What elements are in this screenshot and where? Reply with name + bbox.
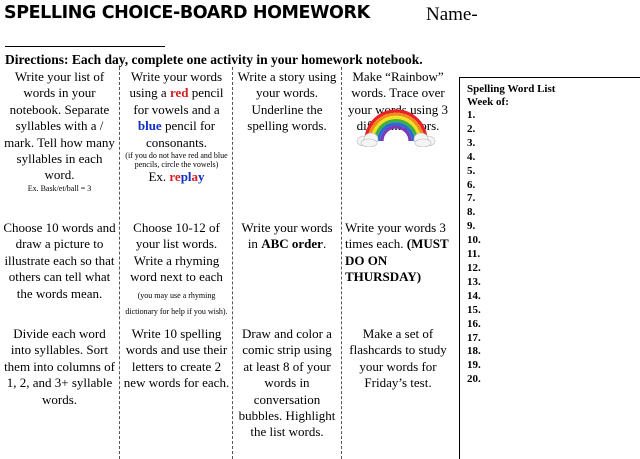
list-item: 8. xyxy=(467,206,476,219)
column-divider xyxy=(232,67,233,459)
activity-note: (you may use a rhyming dictionary for help if you wish). xyxy=(125,290,228,317)
activity-abc-order xyxy=(236,220,338,253)
activity-syllables-list xyxy=(2,69,117,193)
example-label: Ex. xyxy=(148,169,167,185)
activity-rhyming xyxy=(123,220,230,318)
column-divider xyxy=(341,67,342,459)
activity-illustrate: Choose 10 words and draw a picture to illustrate each so that others can tell what the words mean. xyxy=(3,220,116,301)
activity-flashcards: Make a set of flashcards to study your words for Friday’s test. xyxy=(349,326,447,391)
red-word: red xyxy=(169,85,189,101)
activity-note: (if you do not have red and blue pencils, circle the vowels) xyxy=(125,151,228,170)
word-list-title: Spelling Word List xyxy=(467,83,556,95)
list-item: 5. xyxy=(467,164,476,177)
list-item: 13. xyxy=(467,275,481,288)
activity-text: Write your words in xyxy=(241,220,333,252)
list-item: 14. xyxy=(467,289,481,302)
example-letters: re xyxy=(169,169,181,185)
list-item: 2. xyxy=(467,122,476,135)
list-item: 12. xyxy=(467,261,481,274)
list-item: 6. xyxy=(467,178,476,191)
name-line xyxy=(5,46,165,47)
directions-text: Directions: Each day, complete one activity in your homework notebook. xyxy=(5,52,423,67)
activity-text: Write your list of words in your notebook. Separate syllables with a / mark. Tell how many syllables in each word. xyxy=(4,69,115,183)
activity-emphasis: ABC order xyxy=(261,236,323,252)
activity-write-3-times xyxy=(345,220,451,286)
list-item: 3. xyxy=(467,136,476,149)
list-item: 19. xyxy=(467,359,481,372)
list-item: 17. xyxy=(467,331,481,344)
list-item: 9. xyxy=(467,220,476,233)
activity-example: Ex. Bask/et/ball = 3 xyxy=(27,183,92,193)
example-letters: pl xyxy=(180,169,192,185)
example-letters: a xyxy=(191,169,199,185)
list-item: 20. xyxy=(467,373,481,386)
rainbow-icon xyxy=(356,101,436,147)
word-list-items xyxy=(467,109,640,387)
page-title: SPELLING CHOICE-BOARD HOMEWORK xyxy=(4,3,370,23)
activity-text: Choose 10-12 of your list words. Write a rhyming word next to each xyxy=(130,220,223,285)
activity-sort-syllables: Divide each word into syllables. Sort them into columns of 1, 2, and 3+ syllable words. xyxy=(4,326,115,407)
activity-text: pencil for consonants. xyxy=(145,118,216,150)
spelling-word-list xyxy=(459,77,640,459)
blue-word: blue xyxy=(137,118,162,134)
list-item: 10. xyxy=(467,234,481,247)
activity-text: Write your words using a xyxy=(129,69,223,101)
list-item: 7. xyxy=(467,192,476,205)
example-letters: y xyxy=(198,169,205,185)
activity-emphasis: (MUST DO ON THURSDAY) xyxy=(345,236,449,285)
week-of-label: Week of: xyxy=(467,96,509,108)
activity-comic-strip: Draw and color a comic strip using at least 8 of your words in conversation bubbles. Highlight the list words. xyxy=(238,326,336,440)
activity-rainbow-words: Make “Rainbow” words. Trace over your words using 3 different colors. xyxy=(347,69,449,134)
column-divider xyxy=(119,67,120,459)
activity-text: pencil for vowels and a xyxy=(133,85,224,117)
list-item: 15. xyxy=(467,303,481,316)
name-label: Name- xyxy=(426,4,478,25)
list-item: 11. xyxy=(467,248,481,261)
activity-text: Write your words 3 times each. xyxy=(345,220,446,252)
activity-story: Write a story using your words. Underline the spelling words. xyxy=(237,69,337,134)
activity-vowel-consonant xyxy=(123,69,230,185)
list-item: 16. xyxy=(467,317,481,330)
list-item: 1. xyxy=(467,109,476,121)
list-item: 18. xyxy=(467,345,481,358)
activity-new-words: Write 10 spelling words and use their letters to create 2 new words for each. xyxy=(123,326,230,391)
list-item: 4. xyxy=(467,150,476,163)
activity-text: . xyxy=(322,236,327,252)
